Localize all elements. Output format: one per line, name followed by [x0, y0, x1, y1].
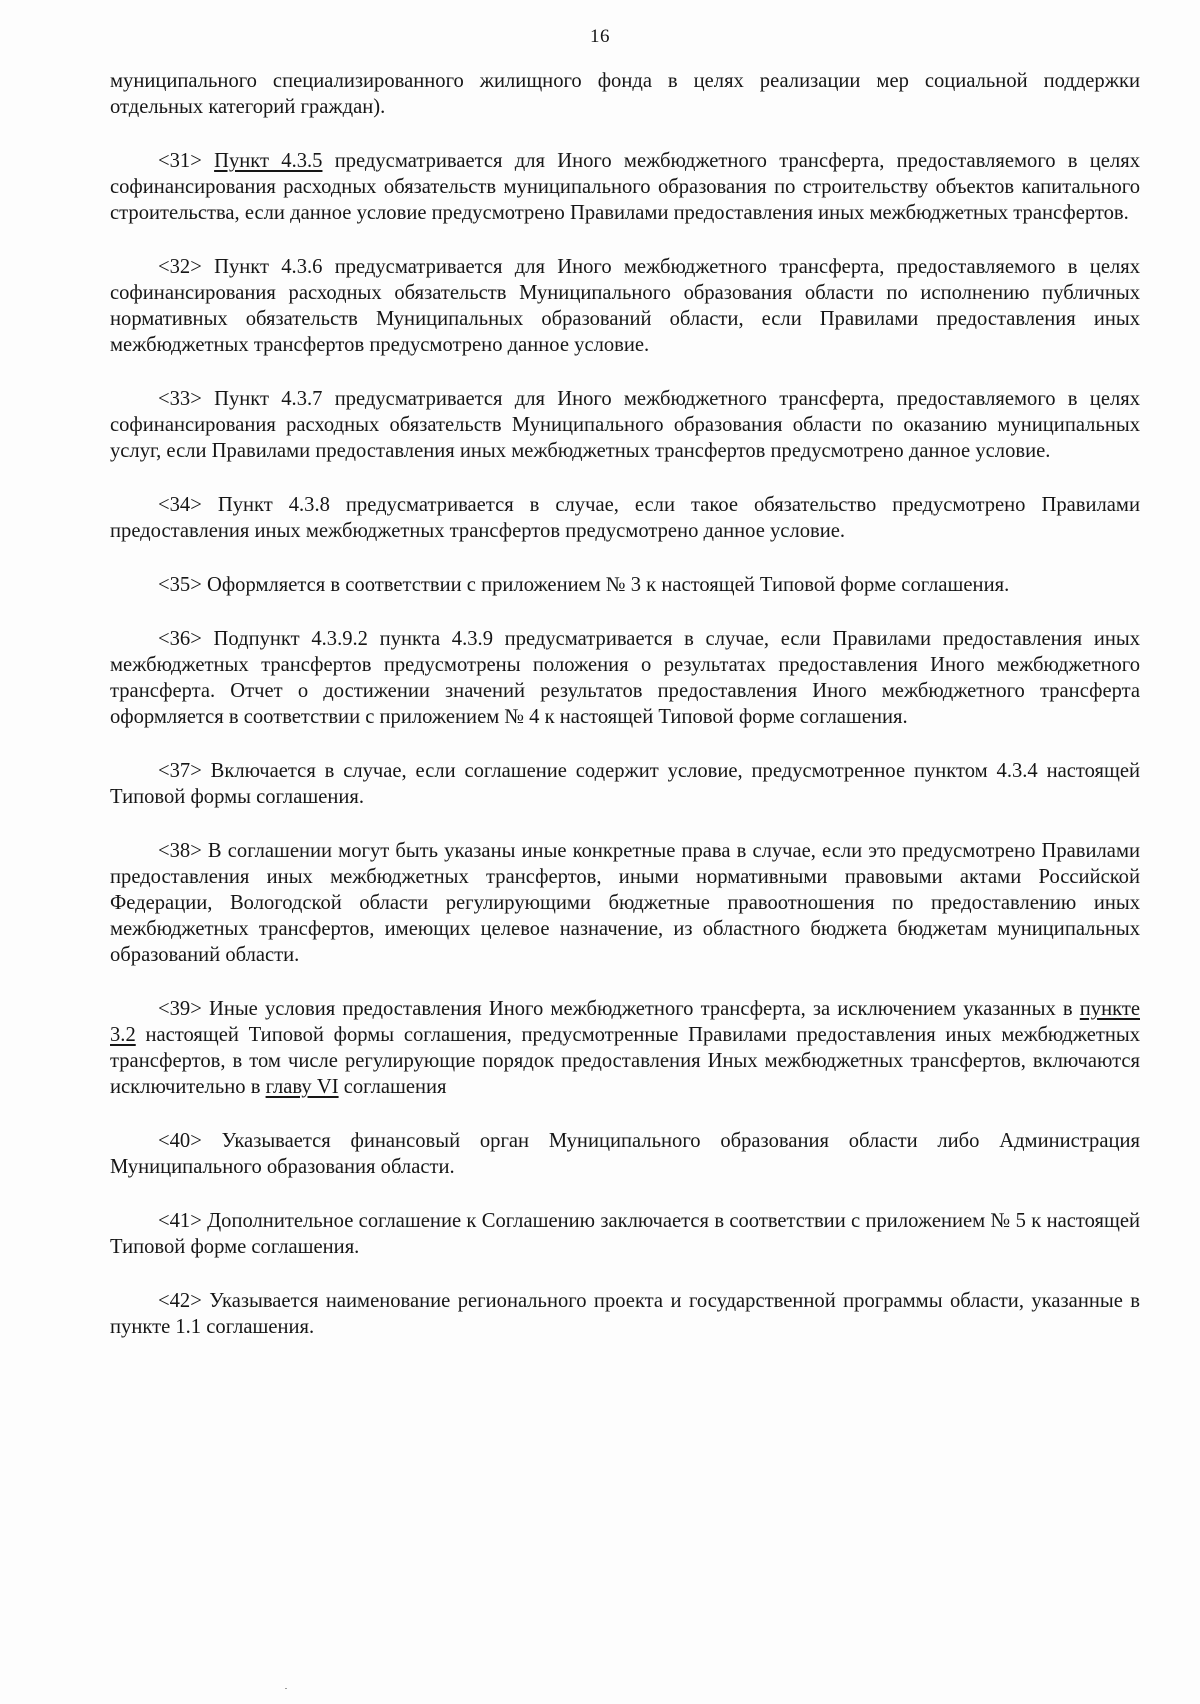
paragraph-text: муниципального специализированного жилищного фонда в целях реализации мер социальной поддержки отдельных категорий граждан). — [110, 70, 1140, 118]
footnote-32 — [110, 254, 1140, 358]
document-body — [110, 68, 1140, 1368]
footnote-34 — [110, 492, 1140, 544]
footnote-text: <31> — [158, 150, 215, 172]
footnote-text: настоящей Типовой формы соглашения, предусмотренные Правилами предоставления иных межбюджетных трансфертов, в том числе регулирующие порядок предоставления Иных межбюджетных трансфертов, включаются исключительно в — [110, 1024, 1140, 1098]
footnote-42 — [110, 1288, 1140, 1340]
footnote-text: <37> Включается в случае, если соглашение содержит условие, предусмотренное пунктом 4.3.4 настоящей Типовой формы соглашения. — [110, 760, 1140, 808]
footnote-37 — [110, 758, 1140, 810]
footnote-36 — [110, 626, 1140, 730]
footnote-text: <41> Дополнительное соглашение к Соглашению заключается в соответствии с приложением № 5 к настоящей Типовой форме соглашения. — [110, 1210, 1140, 1258]
link-punkt-4-3-5[interactable]: Пункт 4.3.5 — [214, 150, 323, 172]
footnote-41 — [110, 1208, 1140, 1260]
footnote-text: <36> Подпункт 4.3.9.2 пункта 4.3.9 предусматривается в случае, если Правилами предоставления иных межбюджетных трансфертов предусмотрены положения о результатах предоставления Иного межбюджетного трансферта. Отчет о достижении значений результатов предоставления Иного межбюджетного трансферта оформляется в соответствии с приложением № 4 к настоящей Типовой форме соглашения. — [110, 628, 1140, 728]
footnote-text: <34> Пункт 4.3.8 предусматривается в случае, если такое обязательство предусмотрено Правилами предоставления иных межбюджетных трансфертов предусмотрено данное условие. — [110, 494, 1140, 542]
footnote-text: предусматривается для Иного межбюджетного трансферта, предоставляемого в целях софинансирования расходных обязательств муниципального образования по строительству объектов капитального строительства, если данное условие предусмотрено Правилами предоставления иных межбюджетных трансфертов. — [110, 150, 1140, 224]
footnote-39 — [110, 996, 1140, 1100]
footnote-text: <40> Указывается финансовый орган Муниципального образования области либо Администрация Муниципального образования области. — [110, 1130, 1140, 1178]
footnote-text: соглашения — [338, 1076, 447, 1098]
footnote-text: <38> В соглашении могут быть указаны иные конкретные права в случае, если это предусмотрено Правилами предоставления иных межбюджетных трансфертов, иными нормативными правовыми актами Российской Федерации, Вологодской области регулирующими бюджетные правоотношения по предоставлению иных межбюджетных трансфертов, имеющих целевое назначение, из областного бюджета бюджетам муниципальных образований области. — [110, 840, 1140, 966]
page-number: 16 — [590, 26, 610, 47]
footnote-38 — [110, 838, 1140, 968]
footnote-text: <35> Оформляется в соответствии с приложением № 3 к настоящей Типовой форме соглашения. — [158, 574, 1010, 596]
footnote-35 — [110, 572, 1140, 598]
footnote-31 — [110, 148, 1140, 226]
footnote-text: <42> Указывается наименование регионального проекта и государственной программы области, указанные в пункте 1.1 соглашения. — [110, 1290, 1140, 1338]
footnote-text: <32> Пункт 4.3.6 предусматривается для Иного межбюджетного трансферта, предоставляемого в целях софинансирования расходных обязательств Муниципального образования области по исполнению публичных нормативных обязательств Муниципальных образований области, если Правилами предоставления иных межбюджетных трансфертов предусмотрено данное условие. — [110, 256, 1140, 356]
footnote-text: <33> Пункт 4.3.7 предусматривается для Иного межбюджетного трансферта, предоставляемого в целях софинансирования расходных обязательств Муниципального образования области по оказанию муниципальных услуг, если Правилами предоставления иных межбюджетных трансфертов предусмотрено данное условие. — [110, 388, 1140, 462]
footnote-text: <39> Иные условия предоставления Иного межбюджетного трансферта, за исключением указанных в — [158, 998, 1080, 1020]
footnote-40 — [110, 1128, 1140, 1180]
link-punkt-3-2[interactable]: пункте 3.2 — [110, 998, 1140, 1046]
link-glava-vi[interactable]: главу VI — [265, 1076, 339, 1098]
footnote-33 — [110, 386, 1140, 464]
paragraph-continuation — [110, 68, 1140, 120]
scan-speck — [285, 1688, 287, 1689]
